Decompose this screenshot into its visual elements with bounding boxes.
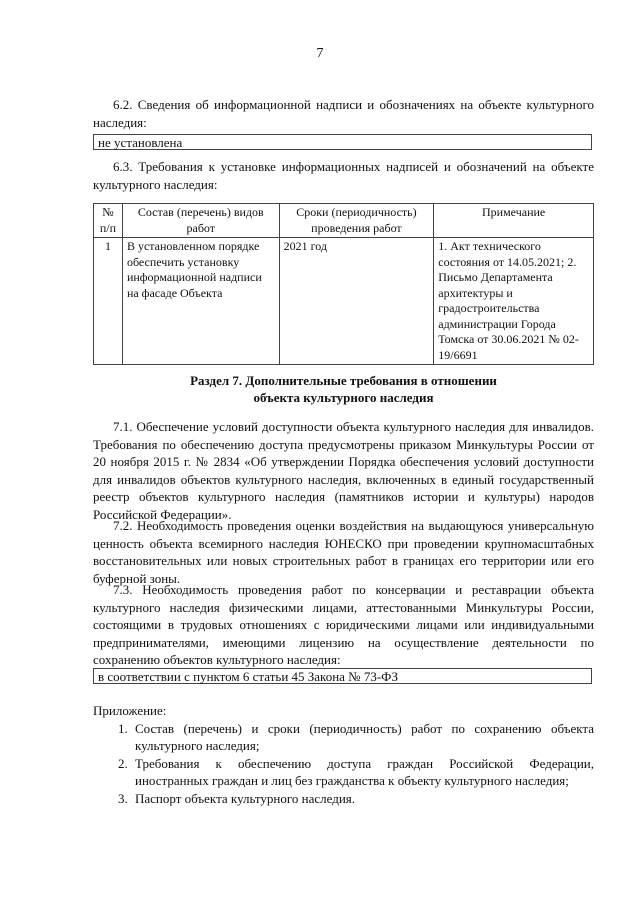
requirements-table [93,203,594,365]
section-7-title [93,372,594,406]
header-note: Примечание [434,204,594,238]
list-item: 2. Требования к обеспечению доступа граждан Российской Федерации, иностранных граждан и лиц без гражданства к объекту культурного наследия; [131,755,594,790]
section-7-title-line2: объекта культурного наследия [253,390,434,405]
section-6-2-value-box: не установлена [93,134,592,150]
section-7-title-line1: Раздел 7. Дополнительные требования в отношении [190,373,497,388]
header-work: Состав (перечень) видов работ [122,204,279,238]
cell-work: В установленном порядке обеспечить установку информационной надписи на фасаде Объекта [122,238,279,365]
section-6-3-text: 6.3. Требования к установке информационных надписей и обозначений на объекте культурного наследия: [93,159,594,192]
table-row [94,238,594,365]
cell-term: 2021 год [279,238,434,365]
table-header-row [94,204,594,238]
paragraph-7-1: 7.1. Обеспечение условий доступности объекта культурного наследия для инвалидов. Требования по обеспечению доступа предусмотрены приказом Минкультуры России от 20 ноября 2015 г. № 2834 «Об утверждении Порядка обеспечения условий доступности для инвалидов объектов культурного наследия, включенных в единый государственный реестр объектов культурного наследия (памятников истории и культуры) народов Российской Федерации». [93,419,594,522]
list-item: 3. Паспорт объекта культурного наследия. [131,790,594,808]
paragraph-7-2: 7.2. Необходимость проведения оценки воздействия на выдающуюся универсальную ценность объекта всемирного наследия ЮНЕСКО при проведении крупномасштабных восстановительных или новых строительных работ в границах его территории или его буферной зоны. [93,518,594,586]
paragraph-7-3-value-box: в соответствии с пунктом 6 статьи 45 Закона № 73-ФЗ [93,668,592,684]
paragraph-7-3: 7.3. Необходимость проведения работ по консервации и реставрации объекта культурного наследия физическими лицами, аттестованными Минкультуры России, состоящими в трудовых отношениях с юридическими лицами или индивидуальными предпринимателями, имеющими лицензию на осуществление деятельности по сохранению объектов культурного наследия: [93,582,594,668]
list-item: 1. Состав (перечень) и сроки (периодичность) работ по сохранению объекта культурного наследия; [131,720,594,755]
appendix [93,702,594,808]
cell-num: 1 [94,238,123,365]
section-6-2-text: 6.2. Сведения об информационной надписи и обозначениях на объекте культурного наследия: [93,97,594,130]
cell-note: 1. Акт технического состояния от 14.05.2021; 2. Письмо Департамента архитектуры и градостроительства администрации Города Томска от 30.06.2021 № 02-19/6691 [434,238,594,365]
appendix-label: Приложение: [93,703,167,718]
appendix-list [93,720,594,808]
page-number: 7 [316,46,324,61]
header-num: № п/п [94,204,123,238]
header-term: Сроки (периодичность) проведения работ [279,204,434,238]
